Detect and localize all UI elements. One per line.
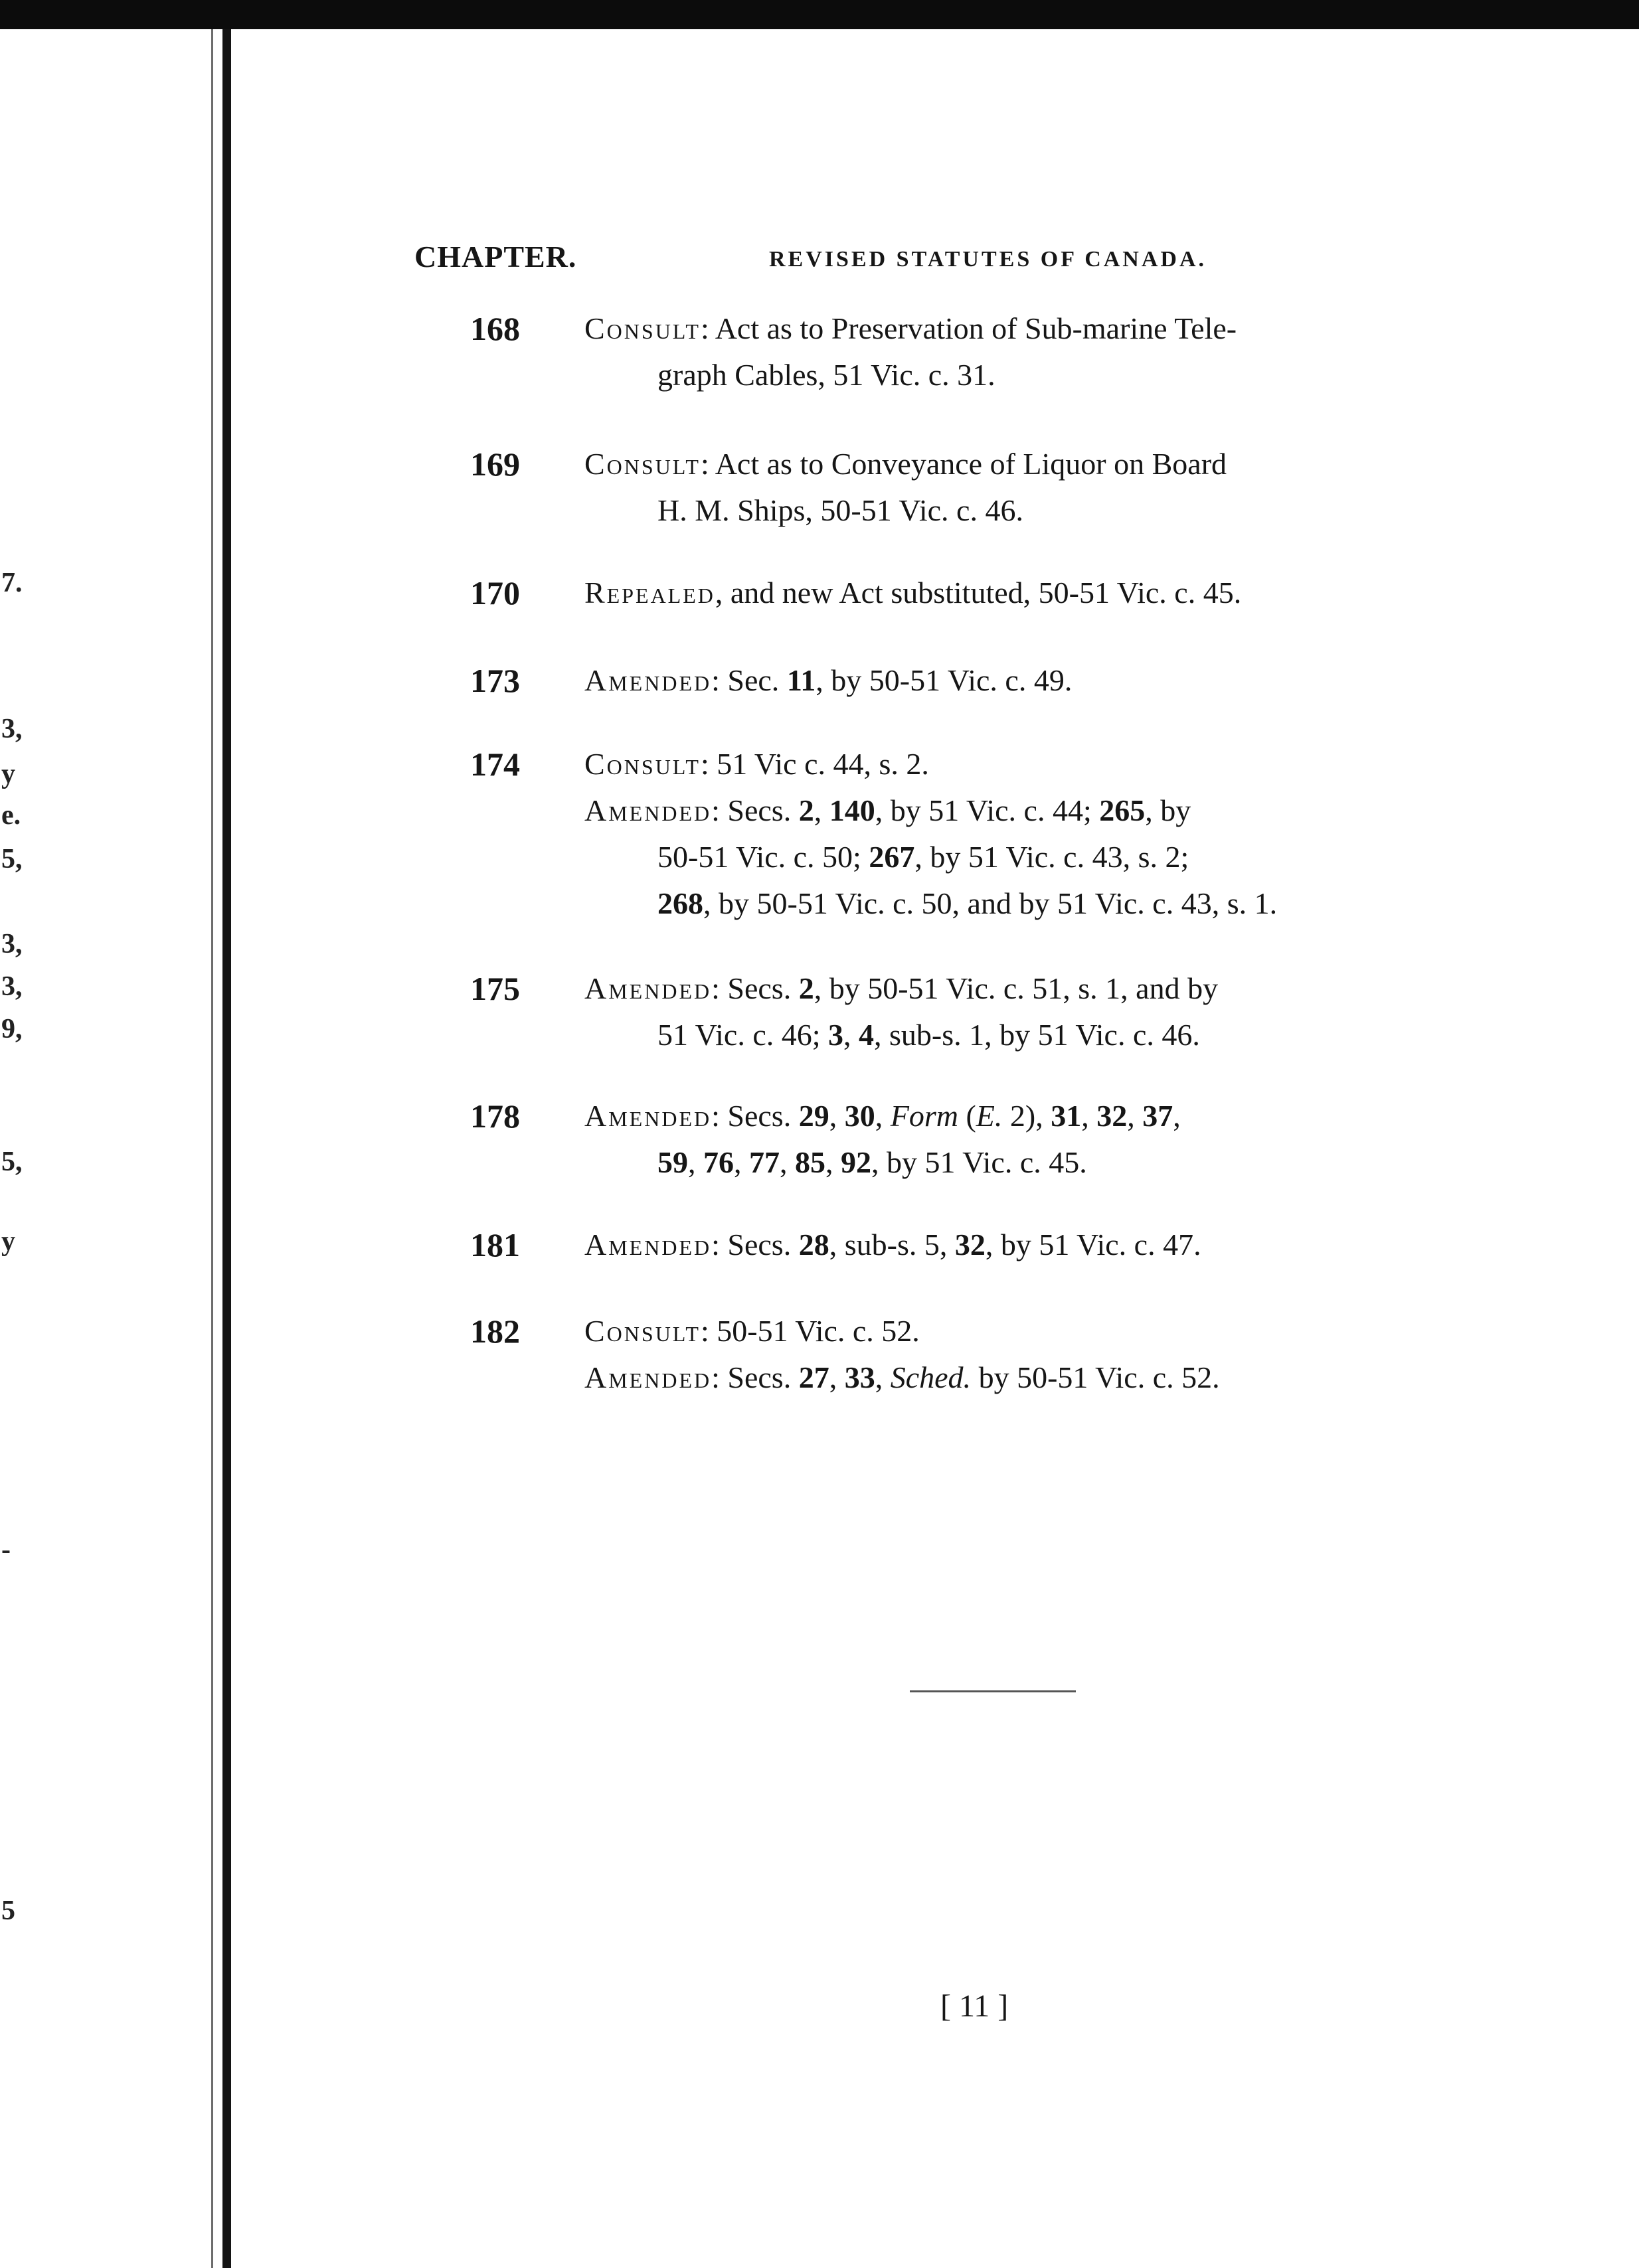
text-run: : Sec. (711, 663, 787, 697)
entry-text (584, 1093, 1448, 1186)
keyword: Amended (584, 793, 712, 827)
chapter-number: 168 (470, 310, 520, 347)
section-number: 32 (954, 1228, 986, 1261)
text-run: : 50-51 Vic. c. 52. (700, 1314, 920, 1348)
italic-run: Form (890, 1099, 958, 1133)
text-run: , by (1145, 793, 1191, 827)
entry-text (584, 965, 1448, 1058)
chapter-number: 181 (470, 1226, 520, 1263)
section-number: 29 (798, 1099, 829, 1133)
section-number: 30 (844, 1099, 875, 1133)
entry-text (584, 1222, 1448, 1268)
keyword: Consult (584, 747, 701, 781)
chapter-number: 182 (470, 1313, 520, 1350)
text-run: : Secs. (711, 1228, 799, 1261)
text-run: , (688, 1145, 703, 1179)
end-rule (910, 1690, 1076, 1692)
chapter-number: 175 (470, 970, 520, 1007)
entry-line (584, 1222, 1448, 1268)
italic-run: Sched. (890, 1360, 972, 1394)
text-run: , by 51 Vic. c. 44; (875, 793, 1100, 827)
text-run: , (1081, 1099, 1097, 1133)
text-run: , (829, 1099, 845, 1133)
section-number: 28 (798, 1228, 829, 1261)
section-number: 76 (703, 1145, 734, 1179)
section-number: 32 (1096, 1099, 1128, 1133)
facing-page-margin (0, 29, 211, 2268)
section-number: 4 (859, 1018, 875, 1052)
section-number: 85 (795, 1145, 825, 1179)
entry-text (584, 741, 1448, 927)
section-number: 2 (798, 793, 814, 827)
section-number: 268 (657, 886, 703, 920)
text-run: : Act as to Conveyance of Liquor on Board (700, 447, 1227, 481)
text-run: , (829, 1360, 845, 1394)
keyword: Consult (584, 311, 701, 345)
text-run: , (1173, 1099, 1181, 1133)
text-run: , (1127, 1099, 1143, 1133)
entry-line (584, 352, 1448, 398)
entry-line (584, 487, 1448, 534)
section-number: 31 (1051, 1099, 1082, 1133)
chapter-number: 170 (470, 574, 520, 611)
keyword: Amended (584, 1228, 712, 1261)
section-number: 140 (829, 793, 875, 827)
keyword: Consult (584, 447, 701, 481)
facing-page-fragment: 5, (1, 844, 23, 874)
entry-line (584, 441, 1448, 487)
text-run: : Secs. (711, 1099, 799, 1133)
entry-line (584, 305, 1448, 352)
chapter-number: 169 (470, 446, 520, 483)
section-number: 3 (828, 1018, 844, 1052)
facing-page-fragment: 3, (1, 971, 23, 1002)
entry-text (584, 657, 1448, 704)
text-run: : Secs. (711, 1360, 799, 1394)
entry-line (584, 880, 1448, 927)
facing-page-fragment: 7. (1, 568, 23, 598)
facing-page-fragment: 3, (1, 714, 23, 744)
entry-text (584, 570, 1448, 616)
section-number: 265 (1099, 793, 1146, 827)
entry-text (584, 1308, 1448, 1401)
book-spine (222, 29, 231, 2268)
entry-line (584, 1354, 1448, 1401)
entry-line (584, 1012, 1448, 1058)
entry-line (584, 741, 1448, 787)
chapter-number: 178 (470, 1097, 520, 1135)
section-number: 267 (869, 840, 915, 874)
text-run: ( (958, 1099, 976, 1133)
section-number: 11 (786, 663, 816, 697)
facing-page-fragment: 5, (1, 1147, 23, 1177)
entry-line (584, 1308, 1448, 1354)
running-head-title: REVISED STATUTES OF CANADA. (769, 247, 1207, 272)
section-number: 37 (1142, 1099, 1173, 1133)
text-run: 50-51 Vic. c. 50; (657, 840, 869, 874)
facing-page-fragment: 3, (1, 929, 23, 959)
text-run: , by 50-51 Vic. c. 51, s. 1, and by (814, 971, 1219, 1005)
section-number: 77 (749, 1145, 780, 1179)
text-run: : Secs. (711, 793, 799, 827)
facing-page-fragment: 5 (1, 1896, 15, 1926)
text-run: 2), (1002, 1099, 1051, 1133)
entry-line (584, 965, 1448, 1012)
text-run: : Secs. (711, 971, 799, 1005)
entry-text (584, 305, 1448, 398)
text-run: : Act as to Preservation of Sub-marine Tele- (700, 311, 1237, 345)
facing-page-fragment: 9, (1, 1014, 23, 1044)
text-run: , by 50-51 Vic. c. 49. (816, 663, 1073, 697)
text-run: by 50-51 Vic. c. 52. (971, 1360, 1220, 1394)
section-number: 27 (798, 1360, 829, 1394)
text-run: , (825, 1145, 841, 1179)
text-run: , (780, 1145, 795, 1179)
facing-page-fragment: - (1, 1534, 11, 1565)
facing-page-fragment: y (1, 759, 15, 789)
text-run: , by 51 Vic. c. 47. (985, 1228, 1201, 1261)
entry-line (584, 834, 1448, 880)
section-number: 2 (798, 971, 814, 1005)
entry-line (584, 1139, 1448, 1186)
facing-page-edge (211, 29, 213, 2268)
entry-text (584, 441, 1448, 534)
text-run: , (814, 793, 829, 827)
text-run: , by 51 Vic. c. 43, s. 2; (914, 840, 1189, 874)
section-number: 59 (657, 1145, 688, 1179)
entry-line (584, 570, 1448, 616)
text-run: , (875, 1099, 891, 1133)
chapter-number: 173 (470, 662, 520, 699)
facing-page-fragment: y (1, 1226, 15, 1257)
page-number: [ 11 ] (940, 1988, 1009, 2024)
entry-line (584, 1093, 1448, 1139)
text-run: , and new Act substituted, 50-51 Vic. c. 45. (715, 576, 1242, 609)
entry-line (584, 657, 1448, 704)
text-run: , by 51 Vic. c. 45. (871, 1145, 1087, 1179)
text-run: , (875, 1360, 891, 1394)
italic-run: E. (976, 1099, 1003, 1133)
keyword: Amended (584, 971, 712, 1005)
keyword: Repealed (584, 576, 715, 609)
text-run: : 51 Vic c. 44, s. 2. (700, 747, 929, 781)
text-run: , sub-s. 1, by 51 Vic. c. 46. (874, 1018, 1200, 1052)
text-run: , sub-s. 5, (829, 1228, 955, 1261)
keyword: Consult (584, 1314, 701, 1348)
chapter-number: 174 (470, 746, 520, 783)
running-head-chapter: CHAPTER. (414, 240, 577, 274)
text-run: , by 50-51 Vic. c. 50, and by 51 Vic. c. 43, s. 1. (703, 886, 1278, 920)
keyword: Amended (584, 1099, 712, 1133)
entry-line (584, 787, 1448, 834)
facing-page-fragment: e. (1, 800, 21, 831)
section-number: 92 (841, 1145, 871, 1179)
keyword: Amended (584, 663, 712, 697)
section-number: 33 (844, 1360, 875, 1394)
text-run: , (843, 1018, 859, 1052)
scan-top-border (0, 0, 1639, 29)
text-run: H. M. Ships, 50-51 Vic. c. 46. (657, 493, 1023, 527)
text-run: , (734, 1145, 749, 1179)
text-run: graph Cables, 51 Vic. c. 31. (657, 358, 995, 392)
keyword: Amended (584, 1360, 712, 1394)
text-run: 51 Vic. c. 46; (657, 1018, 829, 1052)
